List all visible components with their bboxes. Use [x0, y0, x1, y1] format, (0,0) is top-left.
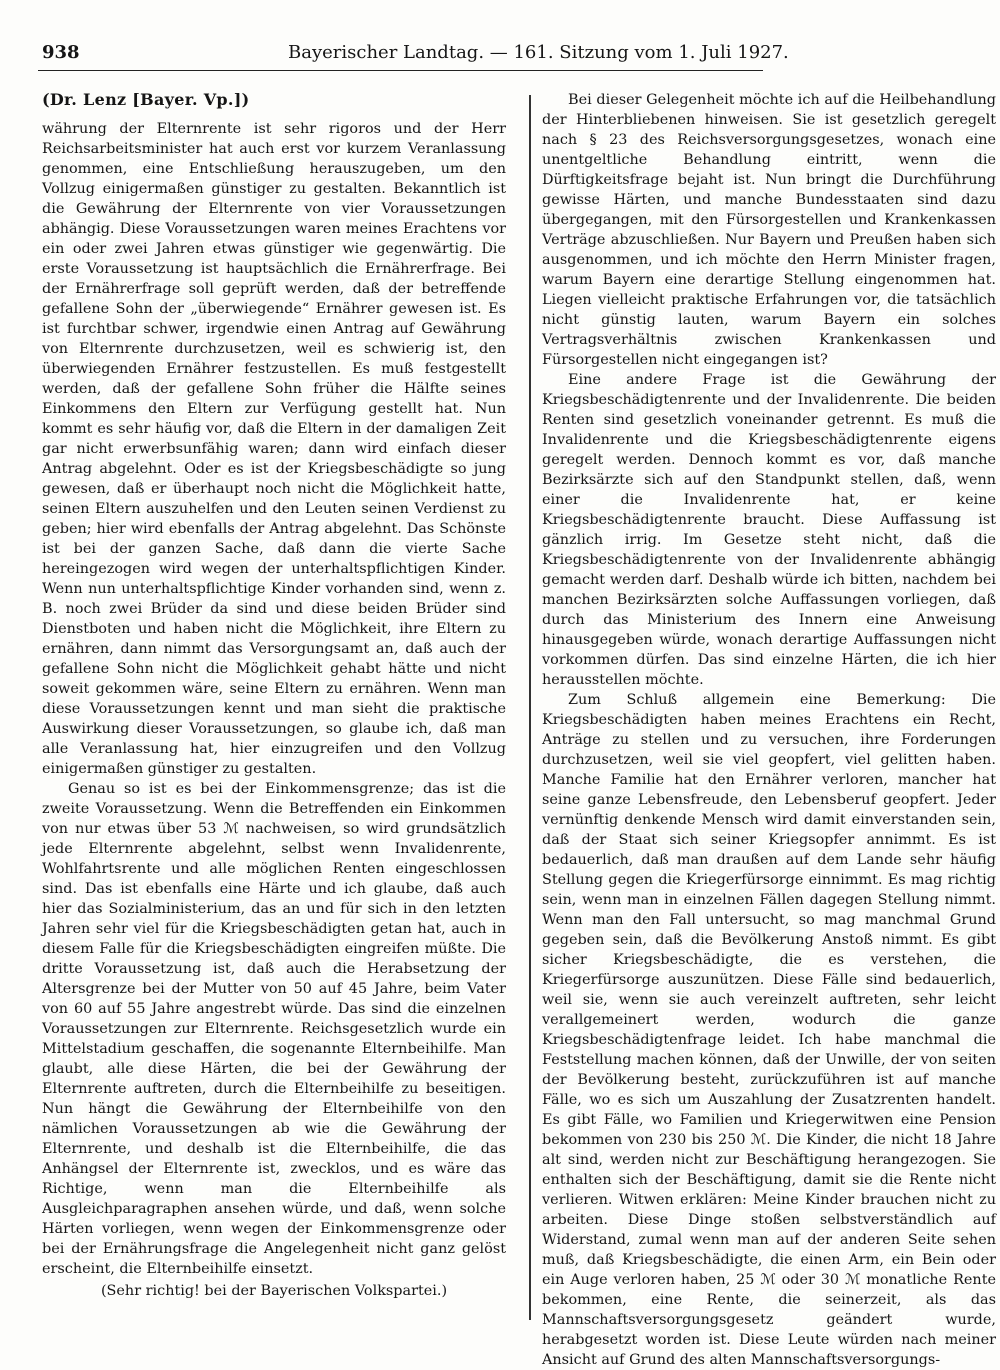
paragraph: Genau so ist es bei der Einkommensgrenze; das ist die zweite Voraussetzung. Wenn die Betreffenden ein Einkommen von nur etwas über 53 ℳ nachweisen, so wird grundsätzlich jede Elternrente abgelehnt, selbst wenn Invalidenrente, Wohlfahrtsrente und alle möglichen Renten eingeschlossen sind. Das ist ebenfalls eine Härte und ich glaube, daß auch hier das Sozialministerium, das an und für sich in den letzten Jahren sehr viel für die Kriegsbeschädigten getan hat, auch in diesem Falle für die Kriegsbeschädigten eingreifen müßte. Die dritte Voraussetzung ist, daß auch die Herabsetzung der Altersgrenze bei der Mutter von 50 auf 45 Jahre, beim Vater von 60 auf 55 Jahre angestrebt würde. Das sind die einzelnen Voraussetzungen zur Elternrente. Reichsgesetzlich wurde ein Mittelstadium geschaffen, die sogenannte Elternbeihilfe. Man glaubt, alle diese Härten, die bei der Gewährung der Elternrente auftreten, durch die Elternbeihilfe zu beseitigen. Nun hängt die Gewährung der Elternbeihilfe von den nämlichen Voraussetzungen ab wie die Gewährung der Elternrente, und deshalb ist die Elternbeihilfe, die das Anhängsel der Elternrente ist, zwecklos, und es wäre das Richtige, wenn man die Elternbeihilfe als Ausgleichparagraphen ansehen würde, und daß, wenn solche Härten vorliegen, wenn wegen der Einkommensgrenze oder bei der Ernährungsfrage die Angelegenheit nicht ganz gelöst erscheint, die Elternbeihilfe einsetzt.: [42, 781, 506, 1277]
paragraph: Bei dieser Gelegenheit möchte ich auf die Heilbehandlung der Hinterbliebenen hinweisen. Sie ist gesetzlich geregelt nach § 23 des Reichsversorgungsgesetzes, wonach eine unentgeltliche Behandlung eintritt, wenn die Dürftigkeitsfrage bejaht ist. Nun bringt die Durchführung gewisse Härten, und manche Bundesstaaten sind dazu übergegangen, mit den Fürsorgestellen und Krankenkassen Verträge abzuschließen. Nur Bayern und Preußen haben sich ausgenommen, und ich möchte den Herrn Minister fragen, warum Bayern eine derartige Stellung eingenommen hat. Liegen vielleicht praktische Erfahrungen vor, die tatsächlich nicht günstig lauten, warum Bayern ein solches Vertragsverhältnis zwischen Krankenkassen und Fürsorgestellen nicht eingegangen ist?: [542, 92, 996, 368]
speaker-label: (Dr. Lenz [Bayer. Vp.]): [42, 90, 250, 109]
page-number: 938: [42, 42, 80, 63]
running-title: Bayerischer Landtag. — 161. Sitzung vom 1. Juli 1927.: [288, 42, 789, 63]
paragraph: Eine andere Frage ist die Gewährung der Kriegsbeschädigtenrente und der Invalidenrente. Die beiden Renten sind gesetzlich voneinander getrennt. Es muß die Invalidenrente und die Kriegsbeschädigtenrente eigens geregelt werden. Dennoch kommt es vor, daß manche Bezirksärzte sich auf den Standpunkt stellen, daß, wenn einer die Invalidenrente hat, er keine Kriegsbeschädigtenrente braucht. Diese Auffassung ist gänzlich irrig. Im Gesetze steht nicht, daß die Kriegsbeschädigtenrente von der Invalidenrente abhängig gemacht werden darf. Deshalb würde ich bitten, nachdem bei manchen Bezirksärzten solche Auffassungen vorliegen, daß durch das Ministerium des Innern eine Anweisung hinausgegeben würde, wonach derartige Auffassungen nicht vorkommen dürfen. Das sind einzelne Härten, die ich hier herausstellen möchte.: [542, 372, 996, 688]
interjection: (Sehr richtig! bei der Bayerischen Volkspartei.): [100, 1283, 448, 1299]
column-divider: [529, 95, 531, 1320]
paragraph: währung der Elternrente ist sehr rigoros und der Herr Reichsarbeitsminister hat auch erst vor kurzem Veranlassung genommen, eine Entschließung herauszugeben, um den Vollzug einigermaßen günstiger zu gestalten. Bekanntlich ist die Gewährung der Elternrente von vier Voraussetzungen abhängig. Diese Voraussetzungen waren meines Erachtens vor ein oder zwei Jahren etwas günstiger wie gegenwärtig. Die erste Voraussetzung ist hauptsächlich die Ernährerfrage. Bei der Ernährerfrage soll geprüft werden, daß der betreffende gefallene Sohn der „überwiegende“ Ernährer gewesen ist. Es ist furchtbar schwer, irgendwie einen Antrag auf Gewährung von Elternrente durchzusetzen, weil es schwierig ist, den überwiegenden Ernährer festzustellen. Es muß festgestellt werden, daß der gefallene Sohn früher die Hälfte seines Einkommens den Eltern zur Verfügung gestellt hat. Nun kommt es sehr häufig vor, daß die Eltern in der damaligen Zeit gar nicht erwerbsunfähig waren; dann wird einfach dieser Antrag abgelehnt. Oder es ist der Kriegsbeschädigte so jung gewesen, daß er überhaupt noch nicht die Möglichkeit hatte, seinen Eltern auszuhelfen und den Leuten seinen Verdienst zu geben; hier wird ebenfalls der Antrag abgelehnt. Das Schönste ist bei der ganzen Sache, daß dann die vierte Sache hereingezogen wird wegen der unterhaltspflichtigen Kinder. Wenn nun unterhaltspflichtige Kinder vorhanden sind, wenn z. B. noch zwei Brüder da sind und diese beiden Brüder sind Dienstboten und haben nicht die Möglichkeit, ihre Eltern zu ernähren, dann nimmt das Versorgungsamt an, daß auch der gefallene Sohn nicht die Möglichkeit gehabt hätte und nicht soweit gekommen wäre, seine Eltern zu ernähren. Wenn man diese Voraussetzungen kennt und man sieht die praktische Auswirkung dieser Voraussetzungen, so glaube ich, daß man alle Veranlassung hat, hier einzugreifen und den Vollzug einigermaßen günstiger zu gestalten.: [42, 121, 506, 777]
right-column: [542, 88, 996, 1370]
left-column: [42, 88, 506, 1301]
page-header: [38, 42, 789, 71]
paragraph: Zum Schluß allgemein eine Bemerkung: Die Kriegsbeschädigten haben meines Erachtens ein Recht, Anträge zu stellen und zu versuchen, ihre Forderungen durchzusetzen, weil sie viel geopfert, viel gelitten haben. Manche Familie hat den Ernährer verloren, mancher hat seine ganze Lebensfreude, den Lebensberuf geopfert. Jeder vernünftig denkende Mensch wird damit einverstanden sein, daß der Staat sich seiner Kriegsopfer annimmt. Es ist bedauerlich, daß man draußen auf dem Lande sehr häufig Stellung gegen die Kriegerfürsorge einnimmt. Es mag richtig sein, wenn man in einzelnen Fällen dagegen Stellung nimmt. Wenn man den Fall untersucht, so mag manchmal Grund gegeben sein, daß die Bevölkerung Anstoß nimmt. Es gibt sicher Kriegsbeschädigte, die es verstehen, die Kriegerfürsorge auszunützen. Diese Fälle sind bedauerlich, weil sie, wenn sie auch vereinzelt auftreten, sehr leicht verallgemeinert werden, wodurch die ganze Kriegsbeschädigtenfrage leidet. Ich habe manchmal die Feststellung machen können, daß der Unwille, der von seiten der Bevölkerung besteht, zurückzuführen ist auf manche Fälle, wo es sich um Auszahlung der Zusatzrenten handelt. Es gibt Fälle, wo Familien und Kriegerwitwen eine Pension bekommen von 230 bis 250 ℳ. Die Kinder, die nicht 18 Jahre alt sind, werden nicht zur Beschäftigung herangezogen. Sie enthalten sich der Beschäftigung, damit sie die Rente nicht verlieren. Witwen erklären: Meine Kinder brauchen nicht zu arbeiten. Diese Dinge stoßen selbstverständlich auf Widerstand, zumal wenn man auf der anderen Seite sehen muß, daß Kriegsbeschädigte, die einen Arm, ein Bein oder ein Auge verloren haben, 25 ℳ oder 30 ℳ monatliche Rente bekommen, eine Rente, die seinerzeit, als das Mannschaftsversorgungsgesetz geändert wurde, herabgesetzt worden ist. Diese Leute würden nach meiner Ansicht auf Grund des alten Mannschaftsversorgungs-: [542, 692, 996, 1368]
